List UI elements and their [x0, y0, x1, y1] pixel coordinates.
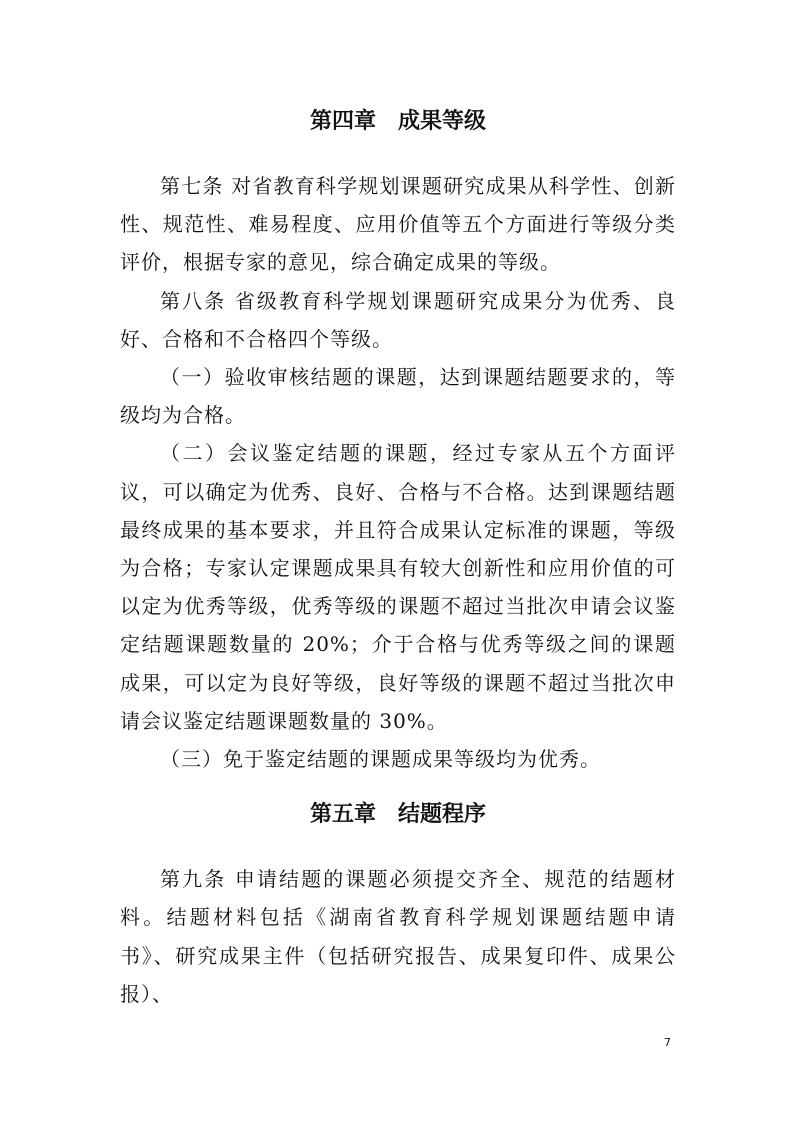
chapter-5-title: 第五章 结题程序 [309, 802, 486, 828]
article-8-item-1: （一）验收审核结题的课题，达到课题结题要求的，等级均为合格。 [120, 365, 676, 428]
article-9-paragraph: 第九条 申请结题的课题必须提交齐全、规范的结题材料。结题材料包括《湖南省教育科学规划课题结题申请书》、研究成果主件（包括研究报告、成果复印件、成果公报）、 [120, 867, 676, 1006]
spacer [120, 143, 676, 167]
page-number: 7 [664, 1036, 671, 1049]
spacer [120, 836, 676, 860]
page-content [120, 101, 676, 1013]
article-8-item-2: （二）会议鉴定结题的课题，经过专家从五个方面评议，可以确定为优秀、良好、合格与不合格。达到课题结题最终成果的基本要求，并且符合成果认定标准的课题，等级为合格；专家认定课题成果具有较大创新性和应用价值的可以定为优秀等级，优秀等级的课题不超过当批次申请会议鉴定结题课题数量的 20%；介于合格与优秀等级之间的课题成果，可以定为良好等级，良好等级的课题不超过当批次申请会议鉴定结题课题数量的 30%。 [120, 441, 676, 733]
article-8-paragraph: 第八条 省级教育科学规划课题研究成果分为优秀、良好、合格和不合格四个等级。 [120, 288, 676, 351]
spacer [120, 778, 676, 794]
article-7-paragraph: 第七条 对省教育科学规划课题研究成果从科学性、创新性、规范性、难易程度、应用价值等五个方面进行等级分类评价，根据专家的意见，综合确定成果的等级。 [120, 174, 676, 275]
article-8-item-3: （三）免于鉴定结题的课题成果等级均为优秀。 [160, 747, 601, 772]
chapter-4-title: 第四章 成果等级 [309, 109, 486, 134]
